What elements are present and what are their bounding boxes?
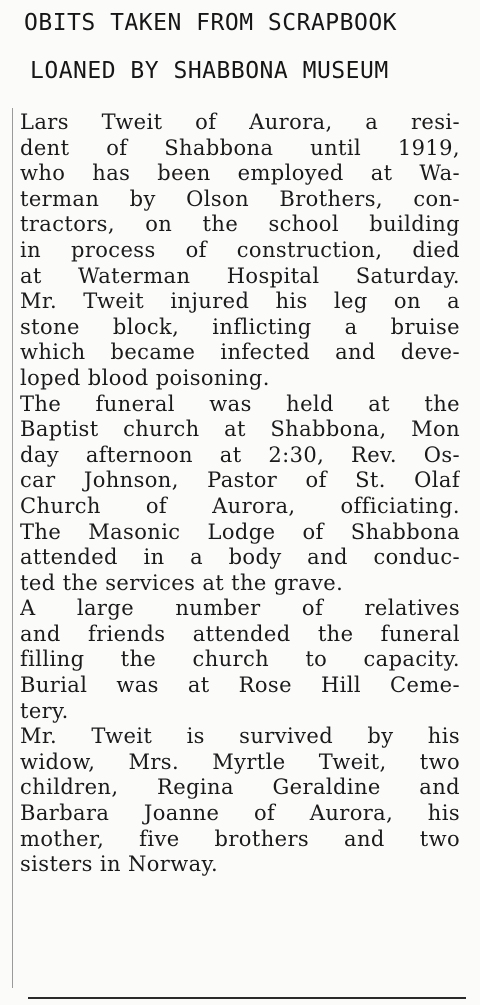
article-line: Mr. Tweit is survived by his <box>20 724 460 749</box>
article-line: ted the services at the grave. <box>20 570 344 595</box>
article-line: mother, five brothers and two <box>20 826 460 851</box>
article-line: terman by Olson Brothers, con- <box>20 186 460 211</box>
article-line: loped blood poisoning. <box>20 365 270 390</box>
obituary-article <box>20 110 460 878</box>
article-line: tery. <box>20 698 69 723</box>
article-line: Church of Aurora, officiating. <box>20 493 460 518</box>
article-line: The Masonic Lodge of Shabbona <box>20 519 460 544</box>
article-line: in process of construction, died <box>20 237 460 262</box>
article-line: widow, Mrs. Myrtle Tweit, two <box>20 749 460 774</box>
article-line: Lars Tweit of Aurora, a resi- <box>20 110 460 134</box>
article-line: sisters in Norway. <box>20 852 219 877</box>
article-line: day afternoon at 2:30, Rev. Os- <box>20 442 460 467</box>
article-line: filling the church to capacity. <box>20 647 460 672</box>
article-line: The funeral was held at the <box>20 391 460 416</box>
article-line: dent of Shabbona until 1919, <box>20 135 460 160</box>
article-line: car Johnson, Pastor of St. Olaf <box>20 468 460 493</box>
article-line: A large number of relatives <box>20 596 460 621</box>
article-line: attended in a body and conduc- <box>20 545 460 570</box>
article-line: children, Regina Geraldine and <box>20 775 460 800</box>
article-line: Mr. Tweit injured his leg on a <box>20 289 460 314</box>
article-line: tractors, on the school building <box>20 212 460 237</box>
article-line: stone block, inflicting a bruise <box>20 314 460 339</box>
header-line-2: LOANED BY SHABBONA MUSEUM <box>30 58 389 84</box>
bottom-rule <box>28 997 466 999</box>
column-rule <box>12 108 13 988</box>
article-line: which became infected and deve- <box>20 340 460 365</box>
article-line: Baptist church at Shabbona, Mon <box>20 417 460 442</box>
header-line-1: OBITS TAKEN FROM SCRAPBOOK <box>24 10 398 36</box>
article-line: and friends attended the funeral <box>20 621 460 646</box>
article-line: at Waterman Hospital Saturday. <box>20 263 460 288</box>
article-line: Barbara Joanne of Aurora, his <box>20 801 460 826</box>
article-line: who has been employed at Wa- <box>20 161 460 186</box>
article-line: Burial was at Rose Hill Ceme- <box>20 673 460 698</box>
